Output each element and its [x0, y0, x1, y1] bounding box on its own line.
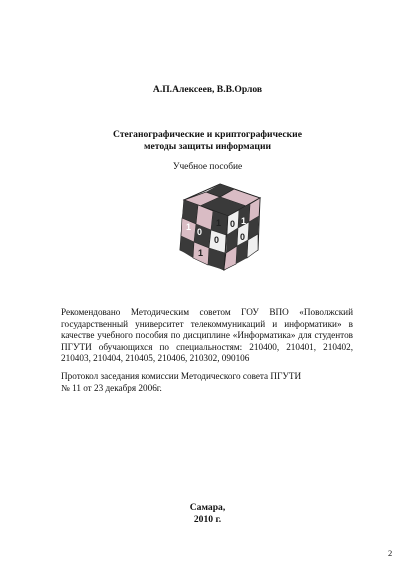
cube-digit: 1: [216, 218, 222, 228]
protocol-line-2: № 11 от 23 декабря 2006г.: [61, 382, 162, 393]
cube-digit: 1: [241, 216, 247, 226]
year: 2010 г.: [193, 514, 222, 525]
title-line-2: методы защиты информации: [143, 140, 272, 152]
city: Самара,: [189, 502, 226, 513]
book-subtitle: Учебное пособие: [172, 162, 243, 172]
cube-digit: 1: [186, 222, 192, 232]
cube-digit: 0: [230, 219, 236, 229]
page-number: 2: [388, 548, 393, 558]
recommendation-text: [61, 307, 353, 365]
cube-digit: 0: [240, 232, 246, 242]
cube-digit: 0: [214, 235, 220, 245]
binary-cube-icon: [176, 180, 264, 276]
title-line-1: Стеганографические и криптографические: [113, 129, 302, 140]
cube-digit: 1: [198, 248, 204, 258]
cube-digit: 0: [197, 227, 203, 237]
publication-place: [0, 502, 415, 526]
recommendation-paragraph: Рекомендовано Методическим советом ГОУ ВПО «Поволжский государственный университет телекоммуникаций и информатики» в качестве учебного пособия по дисциплине «Информатика» для студентов ПГУТИ обучающихся по специальностям: 210400, 210401, 210402, 210403, 210404, 210405, 210406, 210302, 090106: [61, 307, 353, 364]
protocol-line-1: Протокол заседания комиссии Методического совета ПГУТИ: [61, 371, 302, 381]
protocol-note: [61, 371, 353, 394]
authors: А.П.Алексеев, В.В.Орлов: [152, 84, 263, 95]
book-title: [0, 129, 415, 152]
